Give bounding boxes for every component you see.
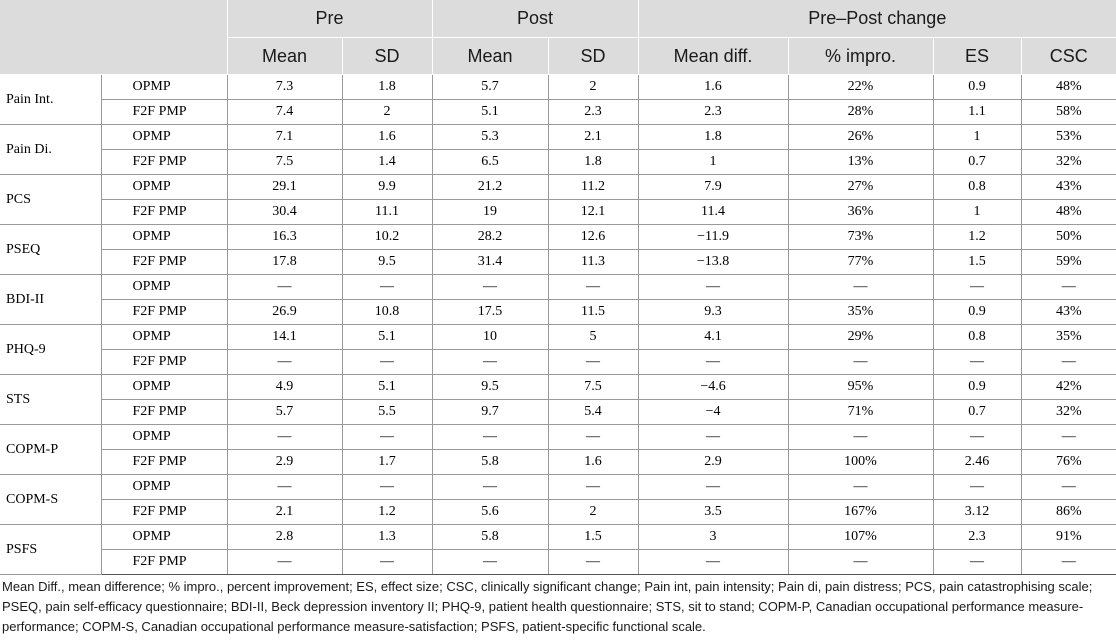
value-cell: 2.8 <box>227 525 342 550</box>
value-cell: 12.1 <box>548 200 638 225</box>
value-cell: 71% <box>788 400 933 425</box>
group-name-cell: OPMP <box>101 475 227 500</box>
measure-name-cell: PSFS <box>0 525 101 575</box>
value-cell: — <box>342 275 432 300</box>
group-name-cell: OPMP <box>101 125 227 150</box>
value-cell: 2.9 <box>227 450 342 475</box>
group-header-change: Pre–Post change <box>638 0 1116 38</box>
value-cell: 0.8 <box>933 175 1021 200</box>
value-cell: 30.4 <box>227 200 342 225</box>
value-cell: 5.6 <box>432 500 548 525</box>
measure-name-cell: STS <box>0 375 101 425</box>
table-row <box>0 150 1116 175</box>
value-cell: — <box>548 275 638 300</box>
value-cell: −4.6 <box>638 375 788 400</box>
value-cell: 7.5 <box>548 375 638 400</box>
value-cell: — <box>638 425 788 450</box>
value-cell: 1.7 <box>342 450 432 475</box>
value-cell: 43% <box>1021 300 1116 325</box>
value-cell: — <box>1021 550 1116 575</box>
value-cell: 3 <box>638 525 788 550</box>
value-cell: 2 <box>548 500 638 525</box>
value-cell: 28.2 <box>432 225 548 250</box>
value-cell: 1.5 <box>548 525 638 550</box>
value-cell: 5 <box>548 325 638 350</box>
value-cell: 13% <box>788 150 933 175</box>
value-cell: 1.6 <box>342 125 432 150</box>
table-row <box>0 225 1116 250</box>
value-cell: — <box>432 475 548 500</box>
value-cell: — <box>227 350 342 375</box>
value-cell: 1.4 <box>342 150 432 175</box>
value-cell: 0.7 <box>933 400 1021 425</box>
value-cell: 100% <box>788 450 933 475</box>
value-cell: 2 <box>342 100 432 125</box>
value-cell: 2.1 <box>548 125 638 150</box>
value-cell: — <box>1021 425 1116 450</box>
value-cell: — <box>342 350 432 375</box>
value-cell: 107% <box>788 525 933 550</box>
value-cell: 2.9 <box>638 450 788 475</box>
value-cell: 27% <box>788 175 933 200</box>
value-cell: 167% <box>788 500 933 525</box>
value-cell: — <box>933 550 1021 575</box>
table-row <box>0 100 1116 125</box>
value-cell: 5.7 <box>227 400 342 425</box>
value-cell: — <box>432 275 548 300</box>
group-name-cell: F2F PMP <box>101 300 227 325</box>
value-cell: 1.8 <box>638 125 788 150</box>
value-cell: 11.1 <box>342 200 432 225</box>
value-cell: 28% <box>788 100 933 125</box>
value-cell: — <box>933 350 1021 375</box>
measure-name-cell: Pain Di. <box>0 125 101 175</box>
measure-name-cell: PHQ-9 <box>0 325 101 375</box>
value-cell: 31.4 <box>432 250 548 275</box>
column-header: Mean <box>227 38 342 75</box>
value-cell: 5.5 <box>342 400 432 425</box>
value-cell: 1.6 <box>638 75 788 100</box>
value-cell: 5.8 <box>432 525 548 550</box>
value-cell: 3.5 <box>638 500 788 525</box>
value-cell: 91% <box>1021 525 1116 550</box>
value-cell: 1.3 <box>342 525 432 550</box>
value-cell: — <box>933 275 1021 300</box>
value-cell: 11.5 <box>548 300 638 325</box>
value-cell: 22% <box>788 75 933 100</box>
value-cell: 43% <box>1021 175 1116 200</box>
value-cell: 95% <box>788 375 933 400</box>
value-cell: 53% <box>1021 125 1116 150</box>
group-name-cell: F2F PMP <box>101 450 227 475</box>
measure-name-cell: COPM-P <box>0 425 101 475</box>
value-cell: 58% <box>1021 100 1116 125</box>
value-cell: 1 <box>638 150 788 175</box>
value-cell: 9.9 <box>342 175 432 200</box>
value-cell: — <box>638 275 788 300</box>
value-cell: 2.3 <box>638 100 788 125</box>
table-row <box>0 450 1116 475</box>
value-cell: — <box>788 350 933 375</box>
measure-name-cell: PSEQ <box>0 225 101 275</box>
measure-name-cell: BDI-II <box>0 275 101 325</box>
column-header: SD <box>548 38 638 75</box>
table-row <box>0 375 1116 400</box>
value-cell: 86% <box>1021 500 1116 525</box>
value-cell: — <box>1021 275 1116 300</box>
group-name-cell: OPMP <box>101 225 227 250</box>
group-name-cell: OPMP <box>101 525 227 550</box>
value-cell: 0.9 <box>933 75 1021 100</box>
value-cell: 48% <box>1021 200 1116 225</box>
value-cell: 12.6 <box>548 225 638 250</box>
value-cell: 4.1 <box>638 325 788 350</box>
value-cell: −13.8 <box>638 250 788 275</box>
value-cell: — <box>788 275 933 300</box>
value-cell: 29.1 <box>227 175 342 200</box>
table-row <box>0 75 1116 100</box>
group-name-cell: OPMP <box>101 175 227 200</box>
value-cell: 35% <box>788 300 933 325</box>
value-cell: 1.8 <box>548 150 638 175</box>
table-footnote: Mean Diff., mean difference; % impro., percent improvement; ES, effect size; CSC, clinically significant change; Pain int, pain intensity; Pain di, pain distress; PCS, pain catastrophising scale; PSEQ, pain self-efficacy questionnaire; BDI-II, Beck depression inventory II; PHQ-9, patient health questionnaire; STS, sit to stand; COPM-P, Canadian occupational performance measure-performance; COPM-S, Canadian occupational performance measure-satisfaction; PSFS, patient-specific functional scale. <box>2 579 1093 634</box>
value-cell: 2.3 <box>548 100 638 125</box>
value-cell: −4 <box>638 400 788 425</box>
value-cell: — <box>432 425 548 450</box>
value-cell: 9.5 <box>342 250 432 275</box>
value-cell: — <box>548 350 638 375</box>
value-cell: 2 <box>548 75 638 100</box>
value-cell: 1.5 <box>933 250 1021 275</box>
group-header-pre: Pre <box>227 0 432 38</box>
value-cell: 1.6 <box>548 450 638 475</box>
value-cell: 5.1 <box>432 100 548 125</box>
value-cell: 5.7 <box>432 75 548 100</box>
value-cell: 77% <box>788 250 933 275</box>
value-cell: 10.2 <box>342 225 432 250</box>
value-cell: 7.5 <box>227 150 342 175</box>
value-cell: — <box>227 425 342 450</box>
value-cell: 1.8 <box>342 75 432 100</box>
value-cell: 9.3 <box>638 300 788 325</box>
group-name-cell: OPMP <box>101 75 227 100</box>
value-cell: 5.4 <box>548 400 638 425</box>
value-cell: 0.9 <box>933 375 1021 400</box>
value-cell: 76% <box>1021 450 1116 475</box>
value-cell: 32% <box>1021 150 1116 175</box>
value-cell: — <box>638 475 788 500</box>
value-cell: — <box>638 550 788 575</box>
group-name-cell: OPMP <box>101 275 227 300</box>
table-row <box>0 300 1116 325</box>
value-cell: 26% <box>788 125 933 150</box>
table-row <box>0 275 1116 300</box>
value-cell: 5.8 <box>432 450 548 475</box>
table-row <box>0 550 1116 575</box>
value-cell: 0.8 <box>933 325 1021 350</box>
value-cell: 2.46 <box>933 450 1021 475</box>
value-cell: 14.1 <box>227 325 342 350</box>
value-cell: — <box>1021 350 1116 375</box>
group-header-post: Post <box>432 0 638 38</box>
value-cell: — <box>933 425 1021 450</box>
value-cell: — <box>227 475 342 500</box>
group-name-cell: F2F PMP <box>101 400 227 425</box>
measure-name-cell: PCS <box>0 175 101 225</box>
group-name-cell: F2F PMP <box>101 500 227 525</box>
table-row <box>0 525 1116 550</box>
column-header: % impro. <box>788 38 933 75</box>
value-cell: — <box>788 475 933 500</box>
table-row <box>0 325 1116 350</box>
table-row <box>0 125 1116 150</box>
value-cell: 21.2 <box>432 175 548 200</box>
value-cell: 9.7 <box>432 400 548 425</box>
value-cell: 32% <box>1021 400 1116 425</box>
value-cell: −11.9 <box>638 225 788 250</box>
column-header: ES <box>933 38 1021 75</box>
group-name-cell: OPMP <box>101 425 227 450</box>
value-cell: 10.8 <box>342 300 432 325</box>
group-name-cell: OPMP <box>101 375 227 400</box>
table-row <box>0 425 1116 450</box>
value-cell: 17.5 <box>432 300 548 325</box>
table-row <box>0 200 1116 225</box>
value-cell: 1.2 <box>342 500 432 525</box>
value-cell: 26.9 <box>227 300 342 325</box>
value-cell: 7.9 <box>638 175 788 200</box>
group-name-cell: F2F PMP <box>101 550 227 575</box>
value-cell: 9.5 <box>432 375 548 400</box>
value-cell: — <box>548 550 638 575</box>
value-cell: 17.8 <box>227 250 342 275</box>
value-cell: — <box>788 550 933 575</box>
value-cell: 1 <box>933 200 1021 225</box>
group-name-cell: F2F PMP <box>101 250 227 275</box>
value-cell: 5.1 <box>342 325 432 350</box>
group-name-cell: F2F PMP <box>101 200 227 225</box>
table-row <box>0 400 1116 425</box>
value-cell: — <box>342 425 432 450</box>
table-row <box>0 350 1116 375</box>
value-cell: 42% <box>1021 375 1116 400</box>
value-cell: — <box>342 475 432 500</box>
value-cell: 0.9 <box>933 300 1021 325</box>
value-cell: — <box>548 475 638 500</box>
value-cell: 5.3 <box>432 125 548 150</box>
column-header: SD <box>342 38 432 75</box>
table-row <box>0 500 1116 525</box>
group-name-cell: OPMP <box>101 325 227 350</box>
value-cell: 1.2 <box>933 225 1021 250</box>
value-cell: — <box>432 350 548 375</box>
value-cell: — <box>227 275 342 300</box>
value-cell: 2.1 <box>227 500 342 525</box>
corner-header-cell <box>0 0 227 75</box>
value-cell: 11.2 <box>548 175 638 200</box>
value-cell: 7.4 <box>227 100 342 125</box>
value-cell: — <box>227 550 342 575</box>
value-cell: — <box>342 550 432 575</box>
measure-name-cell: COPM-S <box>0 475 101 525</box>
value-cell: 1.1 <box>933 100 1021 125</box>
group-name-cell: F2F PMP <box>101 150 227 175</box>
value-cell: — <box>548 425 638 450</box>
group-name-cell: F2F PMP <box>101 350 227 375</box>
value-cell: — <box>638 350 788 375</box>
table-row <box>0 175 1116 200</box>
value-cell: 5.1 <box>342 375 432 400</box>
value-cell: 2.3 <box>933 525 1021 550</box>
column-header: CSC <box>1021 38 1116 75</box>
value-cell: — <box>1021 475 1116 500</box>
value-cell: 6.5 <box>432 150 548 175</box>
value-cell: — <box>432 550 548 575</box>
table-header <box>0 0 1116 75</box>
measure-name-cell: Pain Int. <box>0 75 101 125</box>
value-cell: 4.9 <box>227 375 342 400</box>
value-cell: — <box>933 475 1021 500</box>
value-cell: 11.3 <box>548 250 638 275</box>
value-cell: 73% <box>788 225 933 250</box>
value-cell: 19 <box>432 200 548 225</box>
value-cell: 10 <box>432 325 548 350</box>
value-cell: 16.3 <box>227 225 342 250</box>
table-row <box>0 475 1116 500</box>
value-cell: 7.1 <box>227 125 342 150</box>
value-cell: 3.12 <box>933 500 1021 525</box>
value-cell: 0.7 <box>933 150 1021 175</box>
value-cell: 48% <box>1021 75 1116 100</box>
column-header: Mean diff. <box>638 38 788 75</box>
value-cell: 11.4 <box>638 200 788 225</box>
value-cell: 29% <box>788 325 933 350</box>
value-cell: 50% <box>1021 225 1116 250</box>
value-cell: 59% <box>1021 250 1116 275</box>
table-row <box>0 250 1116 275</box>
column-header: Mean <box>432 38 548 75</box>
group-name-cell: F2F PMP <box>101 100 227 125</box>
value-cell: 1 <box>933 125 1021 150</box>
value-cell: 7.3 <box>227 75 342 100</box>
value-cell: 36% <box>788 200 933 225</box>
value-cell: — <box>788 425 933 450</box>
table-body <box>0 75 1116 575</box>
value-cell: 35% <box>1021 325 1116 350</box>
